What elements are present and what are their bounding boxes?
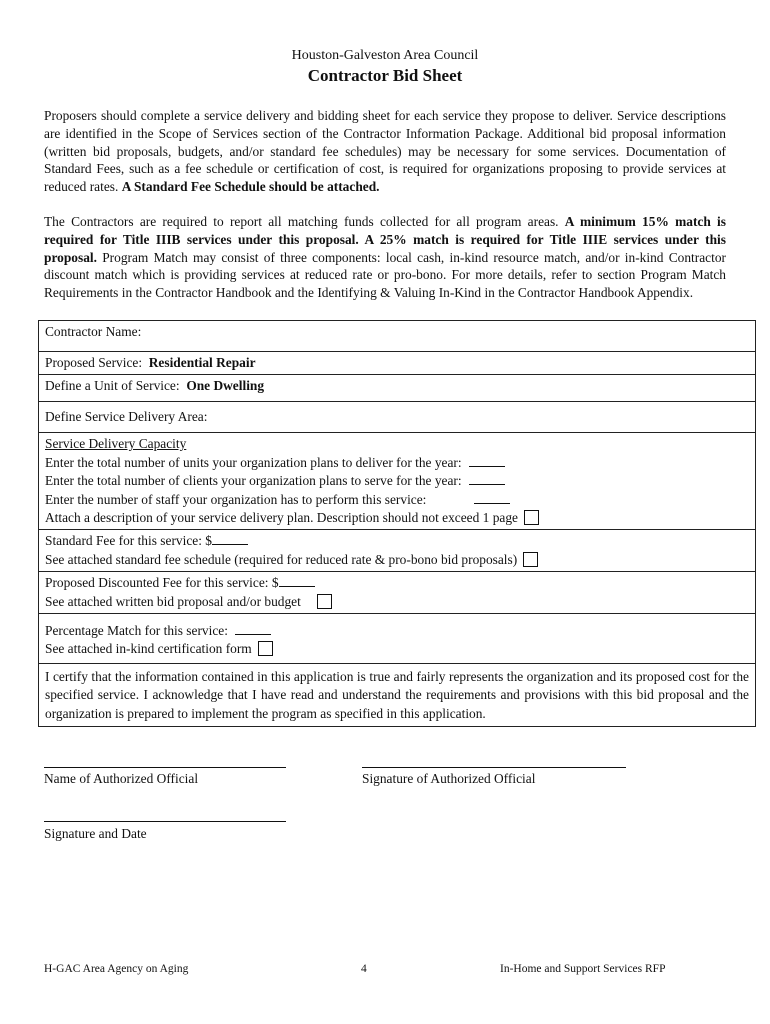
delivery-area-field[interactable] [39, 402, 756, 433]
row-contractor-name [39, 321, 756, 352]
percentage-match-blank-field[interactable] [235, 622, 271, 635]
intro-paragraph-2 [44, 213, 726, 302]
row-standard-fee [39, 530, 756, 572]
match-attach-label: See attached in-kind certification form [45, 641, 252, 657]
row-percentage-match [39, 614, 756, 664]
unit-of-service-value: One Dwelling [186, 378, 265, 394]
signature-date-line[interactable] [44, 821, 286, 822]
bid-proposal-checkbox[interactable] [317, 594, 332, 609]
capacity-staff-label: Enter the number of staff your organization has to perform this service: [45, 491, 427, 507]
discounted-fee-line [45, 574, 749, 592]
capacity-units-line [45, 454, 749, 472]
contractor-name-field[interactable] [39, 321, 756, 352]
match-attach-line [45, 640, 749, 658]
delivery-capacity-section [39, 433, 756, 530]
percentage-match-line [45, 622, 749, 640]
capacity-clients-label: Enter the total number of clients your organization plans to serve for the year: [45, 473, 462, 489]
percentage-match-label: Percentage Match for this service: [45, 623, 228, 639]
standard-fee-attach-line [45, 551, 749, 569]
intro-p1-text: Proposers should complete a service delivery and bidding sheet for each service they propose to deliver. Service descriptions are identified in the Scope of Services section of the Contractor Information Package. Additional bid proposal information (written bid proposals, budgets, and/or standard fee schedules) may be necessary for some services. Documentation of Standard Fees, such as a fee schedule or certification of cost, is required for organizations proposing to provide services at reduced rates. [44, 108, 726, 195]
discounted-fee-section [39, 572, 756, 614]
footer-left: H-GAC Area Agency on Aging [44, 963, 189, 975]
proposed-service-field[interactable] [39, 352, 756, 375]
capacity-attach-label: Attach a description of your service delivery plan. Description should not exceed 1 page [45, 510, 518, 526]
standard-fee-section [39, 530, 756, 572]
standard-fee-blank-field[interactable] [212, 532, 248, 545]
row-delivery-capacity [39, 433, 756, 530]
bid-form-table [38, 320, 756, 727]
intro-p2-text-a: The Contractors are required to report all matching funds collected for all program areas. [44, 214, 565, 229]
row-discounted-fee [39, 572, 756, 614]
row-proposed-service [39, 352, 756, 375]
units-blank-field[interactable] [469, 454, 505, 467]
staff-blank-field[interactable] [474, 491, 510, 504]
authorized-name-label: Name of Authorized Official [44, 771, 199, 786]
intro-p2-bold: A minimum 15% match is required for Title IIIB services under this proposal. A 25% match is required for Title IIIE services under this proposal. [44, 214, 726, 265]
capacity-staff-line [45, 491, 749, 509]
standard-fee-line [45, 532, 749, 550]
clients-blank-field[interactable] [469, 472, 505, 485]
discounted-fee-label: Proposed Discounted Fee for this service: $ [45, 575, 279, 591]
row-certification [39, 663, 756, 726]
authorized-name-line[interactable] [44, 767, 286, 768]
unit-of-service-label: Define a Unit of Service: [45, 378, 180, 394]
authorized-signature-label: Signature of Authorized Official [362, 771, 536, 786]
delivery-plan-checkbox[interactable] [524, 510, 539, 525]
capacity-heading: Service Delivery Capacity [45, 436, 187, 452]
discounted-fee-attach-line [45, 593, 749, 611]
in-kind-form-checkbox[interactable] [258, 641, 273, 656]
intro-p2-text-b: Program Match may consist of three components: local cash, in-kind resource match, and/or in-kind Contractor discount match which is providing services at reduced rate or pro-bono. For more details, refer to section Program Match Requirements in the Contractor Handbook and the Identifying & Valuing In-Kind in the Contractor Handbook Appendix. [44, 249, 726, 301]
capacity-clients-line [45, 472, 749, 490]
capacity-attach-line [45, 509, 749, 527]
contractor-name-label: Contractor Name: [45, 324, 142, 339]
authorized-signature-line[interactable] [362, 767, 626, 768]
intro-p1-bold: A Standard Fee Schedule should be attached. [121, 179, 380, 195]
certification-statement: I certify that the information contained in this application is true and fairly represents the organization and its proposed cost for the specified service. I acknowledge that I have read and understand the requirements and provisions with this bid proposal and the organization is prepared to implement the program as specified in this application. [39, 663, 756, 726]
signature-date-label: Signature and Date [44, 826, 147, 841]
standard-fee-label: Standard Fee for this service: $ [45, 533, 212, 549]
proposed-service-label: Proposed Service: [45, 355, 143, 370]
unit-of-service-field[interactable] [39, 375, 756, 402]
footer-right: In-Home and Support Services RFP [500, 963, 666, 975]
fee-schedule-checkbox[interactable] [523, 552, 538, 567]
row-unit-of-service [39, 375, 756, 402]
intro-paragraph-1 [44, 107, 726, 196]
discounted-fee-blank-field[interactable] [279, 574, 315, 587]
capacity-units-label: Enter the total number of units your organization plans to deliver for the year: [45, 454, 462, 470]
delivery-area-label: Define Service Delivery Area: [45, 409, 208, 425]
row-delivery-area [39, 402, 756, 433]
standard-fee-attach-label: See attached standard fee schedule (required for reduced rate & pro-bono bid proposals) [45, 551, 518, 567]
page-number: 4 [361, 963, 367, 975]
percentage-match-section [39, 614, 756, 664]
page-title: Contractor Bid Sheet [307, 66, 463, 85]
discounted-fee-attach-label: See attached written bid proposal and/or budget [45, 593, 301, 609]
proposed-service-value: Residential Repair [148, 355, 256, 370]
organization-name: Houston-Galveston Area Council [291, 48, 479, 63]
